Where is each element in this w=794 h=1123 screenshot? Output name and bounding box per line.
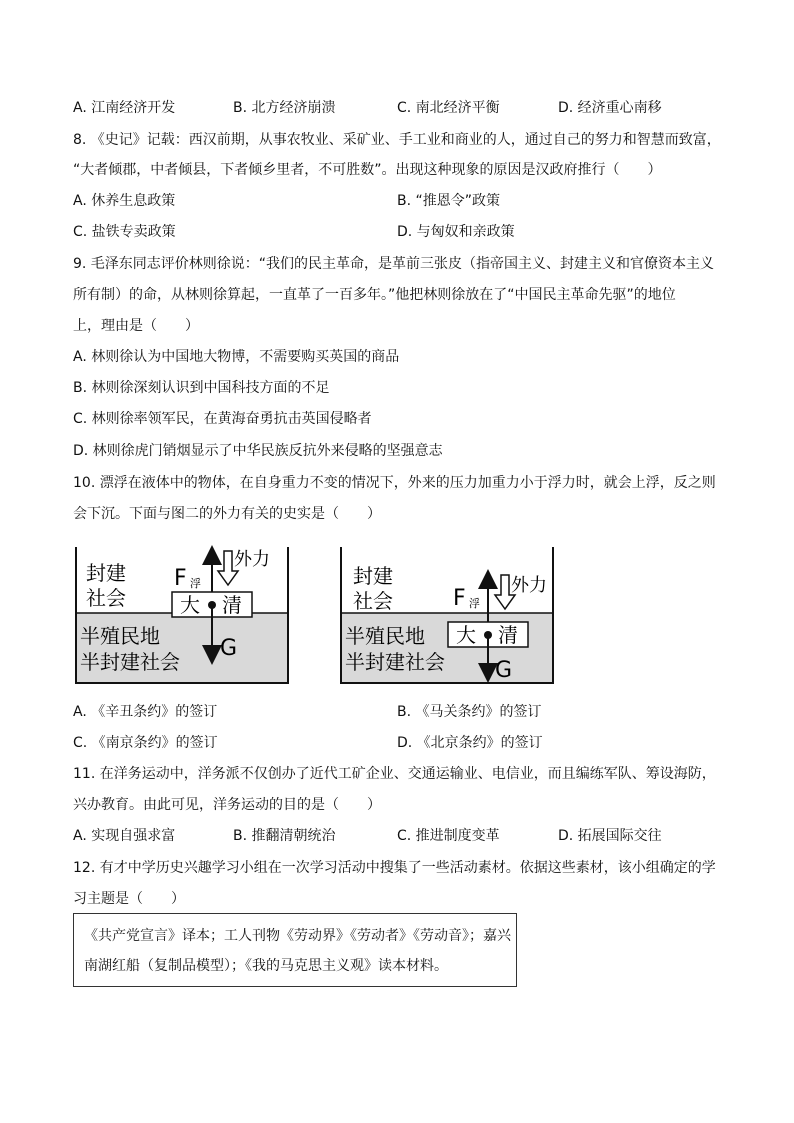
q8-option-b[interactable]: B. “推恩令”政策 [397,193,501,209]
q11-option-a[interactable]: A. 实现自强求富 [73,828,176,844]
box-label-left: 大 [456,623,476,647]
lower-society-label-1: 半殖民地 [80,624,160,648]
q11-stem-line2: 兴办教育。由此可见，洋务运动的目的是（ ） [73,797,381,813]
q12-stem-line1: 12. 有才中学历史兴趣学习小组在一次学习活动中搜集了一些活动素材。依据这些素材，该小组确定的学 [73,860,716,876]
q10-stem-line1: 10. 漂浮在液体中的物体，在自身重力不变的情况下，外来的压力加重力小于浮力时，就会上浮，反之则 [73,475,716,491]
material-line2: 南湖红船（复制品模型）；《我的马克思主义观》读本材料。 [84,958,448,974]
q8-option-c[interactable]: C. 盐铁专卖政策 [73,224,176,240]
upper-society-label-1: 封建 [353,564,393,588]
box-label-right: 清 [222,593,242,617]
q7-option-a[interactable]: A. 江南经济开发 [73,100,176,116]
gravity-label: G [220,636,238,661]
q8-option-a[interactable]: A. 休养生息政策 [73,193,176,209]
q10-option-a[interactable]: A. 《辛丑条约》的签订 [73,704,218,720]
q9-option-a[interactable]: A. 林则徐认为中国地大物博，不需要购买英国的商品 [73,349,400,365]
q7-option-c[interactable]: C. 南北经济平衡 [397,100,500,116]
material-line1: 《共产党宣言》译本；工人刊物《劳动界》《劳动者》《劳动音》；嘉兴 [84,928,511,944]
q7-option-b[interactable]: B. 北方经济崩溃 [233,100,336,116]
q9-stem-line1: 9. 毛泽东同志评价林则徐说：“我们的民主革命，是革前三张皮（指帝国主义、封建主义和官僚资本主义 [73,256,715,272]
buoyancy-subscript: 浮 [469,597,480,610]
q7-option-d[interactable]: D. 经济重心南移 [558,100,662,116]
q9-option-d[interactable]: D. 林则徐虎门销烟显示了中华民族反抗外来侵略的坚强意志 [73,443,443,459]
external-force-label: 外力 [511,575,547,596]
gravity-label: G [495,658,513,683]
material-box [73,913,517,987]
external-force-label: 外力 [234,549,270,570]
q10-option-b[interactable]: B. 《马关条约》的签订 [397,704,542,720]
q8-stem-line1: 8. 《史记》记载：西汉前期，从事农牧业、采矿业、手工业和商业的人，通过自己的努力和智慧而致富， [73,132,721,148]
buoyancy-label: F [453,586,466,611]
upper-society-label-2: 社会 [353,589,393,613]
buoyancy-subscript: 浮 [190,577,201,590]
q10-stem-line2: 会下沉。下面与图二的外力有关的史实是（ ） [73,506,381,522]
q9-option-c[interactable]: C. 林则徐率领军民，在黄海奋勇抗击英国侵略者 [73,411,372,427]
upper-society-label-1: 封建 [86,561,126,585]
figure-one [74,545,290,689]
q8-stem-line2: “大者倾郡，中者倾县，下者倾乡里者，不可胜数”。出现这种现象的原因是汉政府推行（ ） [73,162,662,178]
q11-stem-line1: 11. 在洋务运动中，洋务派不仅创办了近代工矿企业、交通运输业、电信业，而且编练军队、筹设海防， [73,766,716,782]
q12-stem-line2: 习主题是（ ） [73,891,185,907]
figure-two [339,545,555,689]
box-label-left: 大 [180,593,200,617]
q9-option-b[interactable]: B. 林则徐深刻认识到中国科技方面的不足 [73,380,330,396]
q8-option-d[interactable]: D. 与匈奴和亲政策 [397,224,515,240]
upper-society-label-2: 社会 [86,586,126,610]
buoyancy-label: F [174,566,187,591]
lower-society-label-1: 半殖民地 [345,624,425,648]
box-label-right: 清 [498,623,518,647]
lower-society-label-2: 半封建社会 [345,650,445,674]
q11-option-c[interactable]: C. 推进制度变革 [397,828,500,844]
q10-option-d[interactable]: D. 《北京条约》的签订 [397,735,543,751]
q11-option-d[interactable]: D. 拓展国际交往 [558,828,662,844]
lower-society-label-2: 半封建社会 [80,650,180,674]
q9-stem-line3: 上，理由是（ ） [73,318,199,334]
q11-option-b[interactable]: B. 推翻清朝统治 [233,828,336,844]
q9-stem-line2: 所有制）的命，从林则徐算起，一直革了一百多年。”他把林则徐放在了“中国民主革命先驱”的地位 [73,287,676,303]
q10-option-c[interactable]: C. 《南京条约》的签订 [73,735,218,751]
